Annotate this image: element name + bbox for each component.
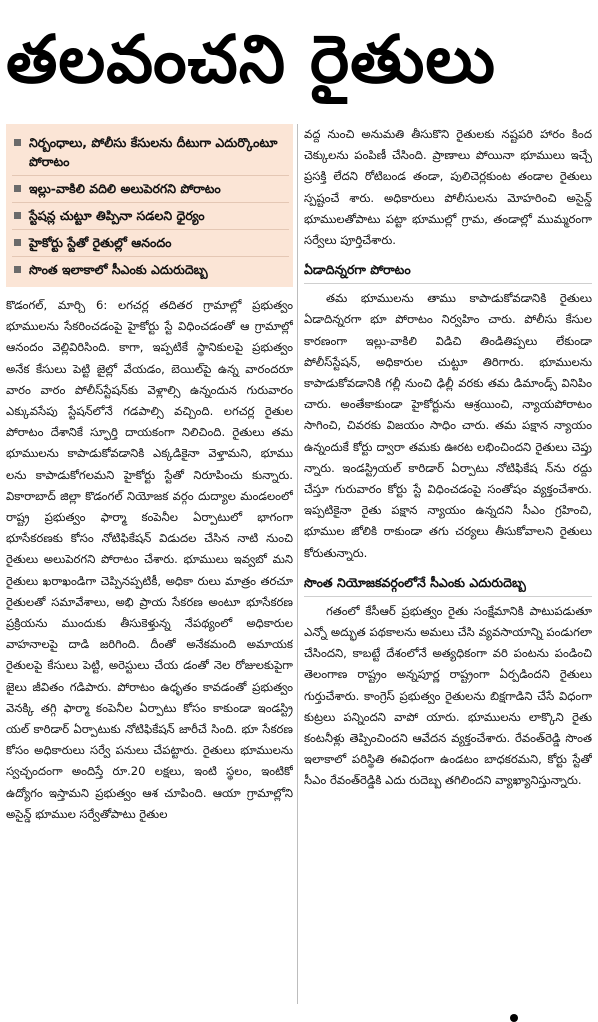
highlight-text: నిర్బంధాలు, పోలీసు కేసులను దీటుగా ఎదుర్కొంటూ పోరాటం: [29, 135, 278, 169]
highlight-item: [12, 230, 289, 257]
highlights-box: [6, 124, 293, 287]
article-body-cm-setback: గతంలో కేసీఆర్ ప్రభుత్వం రైతు సంక్షేమానికి పాటుపడుతూ ఎన్నో అద్భుత పథకాలను అమలు చేసి వ్యవసాయాన్ని పండుగలా చేసిందని, కాబట్టే దేశంలోనే అత్యధికంగా వరి పంటను పండించి తెలంగాణ రాష్ట్రం అన్నపూర్ణ రాష్ట్రంగా ఏర్పడిందని రైతులు గుర్తుచేశారు. కాంగ్రెస్ ప్రభుత్వం రైతులను బిక్షగాడిని చేసే విధంగా కుట్రలు పన్నిందని వాపో యారు. భూములను లాక్కొని రైతు కంటనీళ్లు తెప్పించిందని ఆవేదన వ్యక్తంచేశారు. రేవంత్‌రెడ్డి సొంత ఇలాకాలో పరిస్థితి ఈవిధంగా ఉండటం బాధకరమని, కోర్టు స్టేతో సీఎం రేవంత్‌రెడ్డికి ఎదు రుదెబ్బ తగిలిందని వ్యాఖ్యానిస్తున్నారు.: [304, 603, 592, 788]
headline: తలవంచని రైతులు: [6, 21, 496, 98]
column-divider: [297, 124, 298, 1004]
highlight-item: [12, 257, 289, 283]
highlight-text: సొంత ఇలాకాలో సీఎంకు ఎదురుదెబ్బ: [29, 262, 208, 277]
right-column: [304, 124, 592, 1014]
highlight-text: ఇల్లు-వాకిలి వదిలి అలుపెరగని పోరాటం: [29, 181, 221, 196]
highlight-text: స్టేషన్ల చుట్టూ తిప్పినా సడలని ధైర్యం: [29, 208, 205, 223]
square-bullet-icon: [14, 266, 21, 273]
article-body-continued: వద్ద నుంచి అనుమతి తీసుకొని రైతులకు నష్టపరి హారం కింద చెక్కులను పంపిణీ చేసింది. ప్రాణాలు పోయినా భూములు ఇచ్చే ప్రసక్తి లేదని రోటిబండ తండా, పులిచెర్లకుంట తండాల రైతులు స్పష్టంచే శారు. అధికారులు పోలీసులను మోహరించి అసైన్డ్ భూములతోపాటు పట్టా భూముల్లో గ్రామ, తండాల్లో ముమ్మరంగా సర్వేలు పూర్తిచేశారు.: [304, 127, 592, 248]
square-bullet-icon: [14, 139, 21, 146]
highlight-text: హైకోర్టు స్టేతో రైతుల్లో ఆనందం: [29, 235, 172, 250]
highlight-item: [12, 130, 289, 176]
article-body-struggle: తమ భూములను తాము కాపాడుకోవడానికి రైతులు ఏడాదిన్నరగా భూ పోరాటం నిర్వహిం చారు. పోలీసు కేసుల కారణంగా ఇల్లు-వాకిలి విడిచి తిండితిప్పలు లేకుండా పోలీస్‌స్టేషన్, అధికారుల చుట్టూ తిరిగారు. భూములను కాపాడుకోవడానికి గల్లీ నుంచి ఢిల్లీ వరకు తమ డిమాండ్స్ వినిపిం చారు. అంతేకాకుండా హైకోర్టును ఆశ్రయించి, న్యాయపోరాటం సాగించి, చివరకు విజయం సాధిం చారు. తమ పక్షాన న్యాయం ఉన్నందుకే కోర్టు ద్వారా తమకు ఊరట లభించిందని రైతులు చెప్తు న్నారు. ఇండస్ట్రియల్ కారిడార్ ఏర్పాటు నోటిఫికేష న్‌ను రద్దు చేస్తూ గురువారం కోర్టు స్టే విధించడంపై సంతోషం వ్యక్తంచేశారు. ఇప్పటికైనా రైతు పక్షాన న్యాయం ఉన్నదని సీఎం గ్రహించి, భూముల జోలికి రాకుండా తగు చర్యలు తీసుకోవాలని రైతులు కోరుతున్నారు.: [304, 291, 592, 560]
square-bullet-icon: [14, 212, 21, 219]
highlight-item: [12, 203, 289, 230]
square-bullet-icon: [14, 185, 21, 192]
end-dot-icon: [510, 1014, 518, 1022]
left-column: [6, 124, 293, 1014]
highlight-item: [12, 176, 289, 203]
square-bullet-icon: [14, 239, 21, 246]
subheading-cm-setback: సొంత నియోజకవర్గంలోనే సీఎంకు ఎదురుదెబ్బ: [304, 572, 592, 597]
article-body-left: కొడంగల్, మార్చి 6: లగచర్ల తదితర గ్రామాల్లో ప్రభుత్వం భూములను సేకరించడంపై హైకోర్టు స్టే విధించడంతో ఆ గ్రామాల్లో ఆనందం వెల్లివిరిసింది. కాగా, ఇప్పటికే స్థానికులపై ప్రభుత్వం అనేక కేసులు పెట్టి జైల్లో వేయడం, బెయిల్‌పై ఉన్న వారందరూ వారం వారం పోలీస్‌స్టేషన్‌కు వెళ్లాల్సి ఉన్నందున గురువారం ఎక్కువసేపు స్టేషన్‌లోనే గడపాల్సి వచ్చింది. లగచర్ల రైతుల పోరాటం దేశానికే స్ఫూర్తి దాయకంగా నిలిచింది. రైతులు తమ భూములను కాపాడుకోవడానికి ఎక్కడికైనా వెళ్తామని, భూము లను కాపాడుకోగలమని హైకోర్టు స్టేతో నిరూపించు కున్నారు. వికారాబాద్ జిల్లా కొడంగల్ నియోజక వర్గం దుద్యాల మండలంలో రాష్ట్ర ప్రభుత్వం ఫార్మా కంపెనీల ఏర్పాటులో భాగంగా భూసేకరణకు కోసం నోటిఫికేషన్ విడుదల చేసిన నాటి నుంచి రైతులు అలుపెరగని పోరాటం చేశారు. భూములు ఇవ్వబో మని రైతులు ఖరాఖండిగా చెప్పినప్పటికీ, అధికా రులు మాత్రం తరచూ రైతులతో సమావేశాలు, అభి ప్రాయ సేకరణ అంటూ భూసేకరణ ప్రక్రియను ముందుకు తీసుకెళ్తున్న నేపథ్యంలో అధికారుల వాహనాలపై దాడి జరిగింది. దీంతో అనేకమంది అమాయక రైతులపై కేసులు పెట్టి, అరెస్టులు చేయ డంతో నెల రోజులకుపైగా జైలు జీవితం గడిపారు. పోరాటం ఉధృతం కావడంతో ప్రభుత్వం వెనక్కి తగ్గి ఫార్మా కంపెనీల ఏర్పాటు కోసం కాకుండా ఇండస్ట్రి యల్ కారిడార్ ఏర్పాటుకు నోటిఫికేషన్ జారీచే సింది. భూ సేకరణ కోసం అధికారులు సర్వే పనులు చేపట్టారు. రైతులు భూములను స్వచ్ఛందంగా అందిస్తే రూ.20 లక్షలు, ఇంటి స్థలం, ఇంటికో ఉద్యోగం ఇస్తామని ప్రభుత్వం ఆశ చూపింది. ఆయా గ్రామాల్లోని అసైన్డ్ భూముల సర్వేతోపాటు రైతుల: [6, 298, 293, 821]
subheading-struggle: ఏడాదిన్నరగా పోరాటం: [304, 259, 592, 284]
